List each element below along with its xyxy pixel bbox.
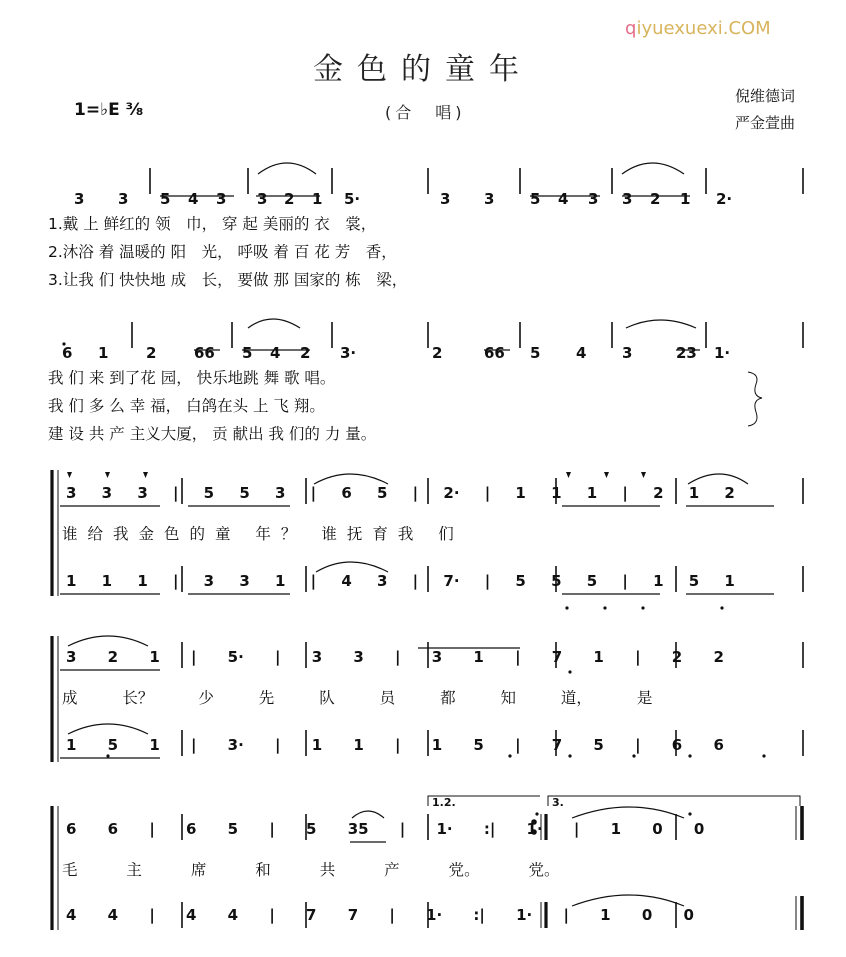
row4-lower-notes: 1 5 1 | 3· | 1 1 | 1 5 | 7 5 | 6 6: [66, 736, 724, 754]
row5-lower-notes: 4 4 | 4 4 | 7 7 | 1· :| 1· | 1 0 0: [66, 906, 694, 924]
row3-lyric: 谁给我金色的童 年？ 谁抚育我 们: [62, 525, 464, 543]
row2-verse2: 我 们 多 么 幸 福， 白鸽在头 上 飞 翔。: [48, 397, 325, 415]
row4-upper-notes: 3 2 1 | 5· | 3 3 | 3 1 | 7 1 | 2 2: [66, 648, 724, 666]
lyricist-credit: 倪维德词: [735, 87, 796, 105]
row3-upper-notes: 3 3 3 | 5 5 3 | 6 5 | 2· | 1 1 1 | 2 1 2: [66, 484, 735, 502]
row4-lyric: 成 长？ 少 先 队 员 都 知 道， 是: [62, 689, 653, 707]
staccato-marks: [67, 472, 646, 478]
row1-verse3: 3.让我 们 快快地 成 长， 要做 那 国家的 栋 梁，: [48, 271, 408, 289]
volta-3-label: 3.: [552, 796, 564, 809]
song-title: 金色的童年: [313, 52, 533, 87]
row5-lyric: 毛 主 席 和 共 产 党。 党。: [62, 861, 560, 879]
row2-verse3: 建 设 共 产 主义大厦， 贡 献出 我 们的 力 量。: [48, 425, 377, 443]
row1-verse1: 1.戴 上 鲜红的 领 巾， 穿 起 美丽的 衣 裳，: [48, 215, 377, 233]
volta-1-2-label: 1.2.: [432, 796, 456, 809]
song-subtitle: (合 唱): [385, 103, 466, 122]
row3-lower-notes: 1 1 1 | 3 3 1 | 4 3 | 7· | 5 5 5 | 1 5 1: [66, 572, 735, 590]
watermark-q: q: [625, 18, 637, 39]
row2-verse1: 我 们 来 到了花 园， 快乐地跳 舞 歌 唱。: [48, 369, 336, 387]
row1-verse2: 2.沐浴 着 温暖的 阳 光， 呼吸 着 百 花 芳 香，: [48, 243, 397, 261]
key-signature: 1=♭E ⅜: [74, 100, 144, 120]
row5-upper-notes: 6 6 | 6 5 | 5 35 | 1· :| 1· | 1 0 0: [66, 820, 705, 838]
watermark-text: iyuexuexi.COM: [636, 18, 771, 39]
composer-credit: 严金萱曲: [735, 114, 796, 132]
verse-bracket: [748, 372, 762, 426]
